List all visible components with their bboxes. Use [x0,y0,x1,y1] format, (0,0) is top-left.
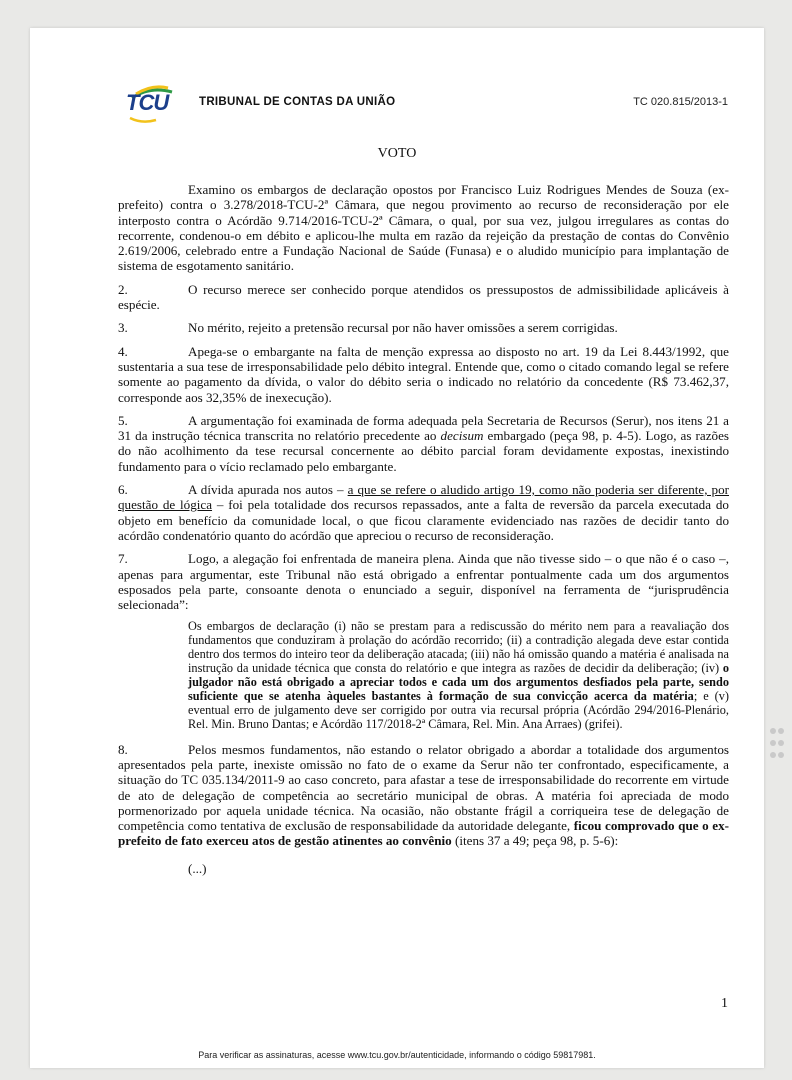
paragraph-text: A dívida apurada nos autos – [188,482,348,498]
paragraph-number: 6. [118,482,128,498]
paragraph-text: (itens 37 a 49; peça 98, p. 5-6): [451,833,619,849]
document-header [122,84,728,124]
verification-footer: Para verificar as assinaturas, acesse www.tcu.gov.br/autenticidade, informando o código 59817981. [198,1050,596,1060]
paragraph-text: Apega-se o embargante na falta de menção expressa ao disposto no art. 19 da Lei 8.443/1992, que sustentaria a sua tese de irresponsabilidade pelo débito integral. Entende que, como o citado comando legal se refere somente ao pagamento da dívida, o valor do débito seria o indicado no relatório da concedente (R$ 73.462,37, corresponde aos 32,35% de inexecução). [118,343,729,405]
paragraph-text: No mérito, rejeito a pretensão recursal por não haver omissões a serem corrigidas. [188,320,618,336]
paragraph-text: A argumentação foi examinada de forma adequada pela Secretaria de Recursos (Serur), nos itens 21 a 31 da instrução técnica transcrita no relatório precedente ao [118,412,729,444]
document-title: VOTO [377,146,417,161]
paragraph-number: 7. [118,551,128,567]
paragraph-text: – foi pela totalidade dos recursos repassados, ante a falta de reversão da parcela executada do objeto em benefício da comunidade local, o que ficou claramente evidenciado nas razões de decidir tanto do acórdão condenatório quanto do acórdão que apreciou o recurso de reconsideração. [118,497,729,543]
logo-text: TCU [126,90,169,115]
bold-text: ficou comprovado que o ex-prefeito de fato exerceu atos de gestão atinentes ao convênio [118,818,730,849]
paragraph-2 [118,282,729,313]
paragraph-6 [118,482,729,543]
quote-text: ; e (v) eventual erro de julgamento deve ser corrigido por outra via recursal própria (Acórdão 294/2016-Plenário, Rel. Min. Bruno Dantas; e Acórdão 117/2018-2ª Câmara, Rel. Min. Ana Arraes) (grifei). [188,688,729,731]
paragraph-5 [118,413,729,474]
tcu-logo [122,84,182,124]
paragraph-7 [118,551,729,612]
paragraph-4 [118,344,729,405]
paragraph-number: 3. [118,320,128,336]
italic-term: decisum [440,428,484,444]
paragraph-3 [118,320,729,335]
paragraph-number: 4. [118,343,128,359]
scroll-drag-handle-icon[interactable] [770,728,784,758]
paragraph-number: 2. [118,281,128,297]
paragraph-text: embargado (peça 98, p. 4-5). Logo, as razões do não acolhimento da tese recursal concernente ao débito parcial foram devidamente expostas, inexistindo fundamento para o vício reclamado pelo embargante. [118,428,729,474]
paragraph-1 [118,182,729,274]
process-number: TC 020.815/2013-1 [633,96,728,108]
paragraph-number: 8. [118,741,128,757]
paragraph-8 [118,742,729,849]
paragraph-text: Pelos mesmos fundamentos, não estando o relator obrigado a abordar a totalidade dos argumentos apresentados pela parte, inexiste omissão no fato de o exame da Serur não ter confrontado, especificamente, a situação do TC 035.134/2011-9 ao caso concreto, para afastar a tese de irresponsabilidade do recorrente em virtude de ato de delegação de competência ao secretário municipal de obras. A matéria foi apreciada de modo pormenorizado por aquela unidade técnica. Na ocasião, não obstante frágil a corriqueira tese de delegação de competência como tentativa de exclusão de responsabilidade da autoridade delegante, [118,741,729,834]
page-number: 1 [721,996,728,1011]
quoted-jurisprudence [188,620,729,731]
paragraph-text: O recurso merece ser conhecido porque atendidos os pressupostos de admissibilidade aplicáveis à espécie. [118,281,729,313]
ellipsis: (...) [188,860,207,876]
organization-name: TRIBUNAL DE CONTAS DA UNIÃO [199,96,396,108]
paragraph-number: 5. [118,412,128,428]
paragraph-text: Examino os embargos de declaração opostos por Francisco Luiz Rodrigues Mendes de Souza (ex-prefeito) contra o 3.278/2018-TCU-2ª Câmara, que negou provimento ao recurso de reconsideração por ele interposto contra o Acórdão 9.714/2016-TCU-2ª Câmara, o qual, por sua vez, julgou irregulares as contas do recorrente, condenou-o em débito e aplicou-lhe multa em razão da rejeição da prestação de contas do Convênio 2.619/2006, celebrado entre a Fundação Nacional de Saúde (Funasa) e o aludido município para implantação de sistema de esgotamento sanitário. [118,182,729,274]
document-body [118,182,729,876]
paragraph-text: Logo, a alegação foi enfrentada de maneira plena. Ainda que não tivesse sido – o que não é o caso –, apenas para argumentar, este Tribunal não está obrigado a enfrentar pontualmente cada um dos argumentos esposados pela parte, consoante denota o enunciado a seguir, disponível na ferramenta de “jurisprudência selecionada”: [118,551,729,613]
document-page [30,28,764,1068]
quote-bold-text: o julgador não está obrigado a apreciar todos e cada um dos argumentos desfiados pela parte, sendo suficiente que se atenha àqueles bastantes à formação de sua convicção acerca da matéria [188,661,729,703]
underlined-text: a que se refere o aludido artigo 19, como não poderia ser diferente, por questão de lógica [118,482,730,513]
quote-text: Os embargos de declaração (i) não se prestam para a rediscussão do mérito nem para a reavaliação dos fundamentos que conduziram à prolação do acórdão recorrido; (ii) a contradição alegada deve estar contida dentro dos termos do inteiro teor da deliberação atacada; (iii) não há omissão quando a matéria é analisada na instrução da unidade técnica que consta do relatório e que integra as razões de decidir da deliberação; (iv) [188,619,729,676]
